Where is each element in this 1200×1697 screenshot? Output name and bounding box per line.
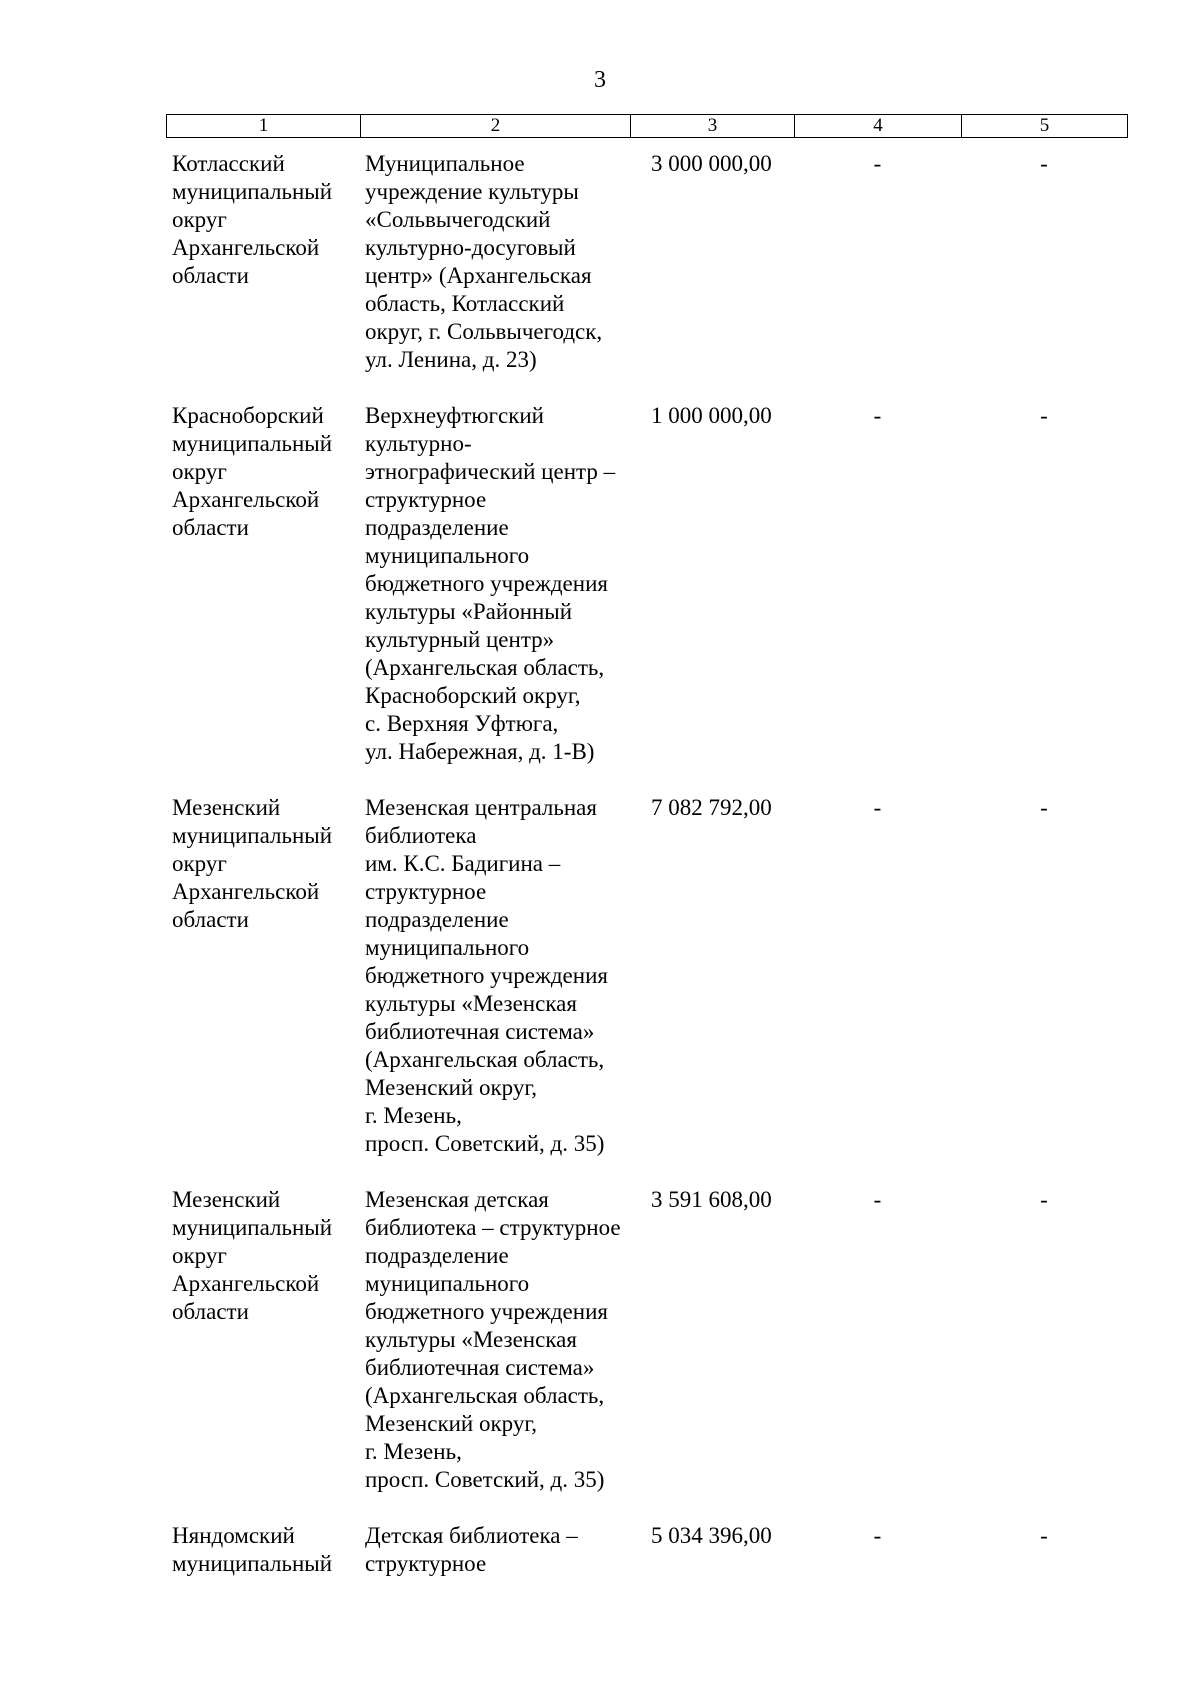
header-cell: 5 (962, 115, 1128, 138)
municipality-line: муниципальный (172, 179, 333, 204)
header-cell: 2 (361, 115, 631, 138)
column-5-cell: - (1040, 795, 1048, 820)
institution-cell (360, 1522, 630, 1578)
municipality-cell (166, 1186, 360, 1494)
municipality-line: области (172, 515, 249, 540)
amount-cell: 5 034 396,00 (651, 1523, 772, 1548)
amount-cell: 1 000 000,00 (651, 403, 772, 428)
institution-cell (360, 794, 630, 1158)
table-row (166, 1186, 1127, 1494)
municipality-line: Архангельской (172, 879, 320, 904)
institution-line: культуры «Мезенская (365, 991, 577, 1016)
municipality-line: области (172, 907, 249, 932)
municipality-line: области (172, 263, 249, 288)
institution-line: г. Мезень, (365, 1103, 462, 1128)
institution-line: подразделение (365, 907, 509, 932)
municipality-line: Красноборский (172, 403, 324, 428)
municipality-line: Няндомский (172, 1523, 295, 1548)
institution-line: область, Котласский (365, 291, 565, 316)
municipality-line: Котласский (172, 151, 285, 176)
header-cell: 3 (631, 115, 795, 138)
table-row (166, 794, 1127, 1158)
institution-line: бюджетного учреждения (365, 571, 608, 596)
institution-line: муниципального (365, 935, 530, 960)
institution-line: Мезенская центральная (365, 795, 597, 820)
institution-line: структурное (365, 1551, 487, 1576)
column-5-cell: - (1040, 1187, 1048, 1212)
institution-line: муниципального (365, 543, 530, 568)
institution-line: культуры «Районный (365, 599, 573, 624)
institution-line: культурный центр» (365, 627, 555, 652)
institution-cell (360, 1186, 630, 1494)
municipality-line: муниципальный (172, 823, 333, 848)
institution-line: просп. Советский, д. 35) (365, 1467, 605, 1492)
header-cell: 4 (795, 115, 962, 138)
column-4-cell: - (873, 795, 882, 820)
municipality-line: округ (172, 207, 227, 232)
institution-line: Мезенский округ, (365, 1411, 537, 1436)
institution-line: Мезенский округ, (365, 1075, 537, 1100)
institution-line: ул. Ленина, д. 23) (365, 347, 537, 372)
table-row (166, 402, 1127, 766)
column-5-cell: - (1040, 1523, 1048, 1548)
institution-line: округ, г. Сольвычегодск, (365, 319, 603, 344)
institution-line: Муниципальное (365, 151, 525, 176)
institution-line: г. Мезень, (365, 1439, 462, 1464)
institution-line: муниципального (365, 1271, 530, 1296)
municipality-line: Архангельской (172, 1271, 320, 1296)
institution-line: Мезенская детская (365, 1187, 549, 1212)
municipality-line: Мезенский (172, 795, 281, 820)
column-4-cell: - (873, 151, 882, 176)
column-number-header (166, 114, 1128, 138)
table-body (166, 150, 1127, 1606)
institution-line: Детская библиотека – (365, 1523, 578, 1548)
institution-line: подразделение (365, 1243, 509, 1268)
institution-line: культурно-досуговый (365, 235, 576, 260)
institution-line: центр» (Архангельская (365, 263, 592, 288)
institution-line: бюджетного учреждения (365, 1299, 608, 1324)
institution-line: бюджетного учреждения (365, 963, 608, 988)
amount-cell: 3 000 000,00 (651, 151, 772, 176)
institution-line: культуры «Мезенская (365, 1327, 577, 1352)
institution-line: этнографический центр – (365, 459, 616, 484)
institution-line: Верхнеуфтюгский (365, 403, 544, 428)
municipality-line: Архангельской (172, 235, 320, 260)
institution-line: (Архангельская область, (365, 1383, 605, 1408)
column-4-cell: - (873, 1523, 882, 1548)
institution-line: (Архангельская область, (365, 1047, 605, 1072)
column-4-cell: - (873, 1187, 882, 1212)
institution-line: ул. Набережная, д. 1-В) (365, 739, 595, 764)
municipality-line: муниципальный (172, 1215, 333, 1240)
table-row (166, 1522, 1127, 1578)
municipality-line: муниципальный (172, 431, 333, 456)
institution-line: библиотека (365, 823, 477, 848)
institution-line: Красноборский округ, (365, 683, 581, 708)
institution-line: подразделение (365, 515, 509, 540)
institution-line: просп. Советский, д. 35) (365, 1131, 605, 1156)
amount-cell: 3 591 608,00 (651, 1187, 772, 1212)
page-number: 3 (594, 67, 606, 93)
institution-line: библиотека – структурное (365, 1215, 621, 1240)
institution-line: библиотечная система» (365, 1019, 595, 1044)
municipality-line: округ (172, 459, 227, 484)
column-5-cell: - (1040, 151, 1048, 176)
column-4-cell: - (873, 403, 882, 428)
municipality-cell (166, 150, 360, 374)
header-cell: 1 (167, 115, 361, 138)
institution-line: учреждение культуры (365, 179, 579, 204)
amount-cell: 7 082 792,00 (651, 795, 772, 820)
table-row (166, 150, 1127, 374)
municipality-line: Мезенский (172, 1187, 281, 1212)
institution-line: библиотечная система» (365, 1355, 595, 1380)
municipality-line: области (172, 1299, 249, 1324)
institution-line: с. Верхняя Уфтюга, (365, 711, 559, 736)
municipality-cell (166, 1522, 360, 1578)
municipality-line: муниципальный (172, 1551, 333, 1576)
institution-line: (Архангельская область, (365, 655, 605, 680)
institution-line: «Сольвычегодский (365, 207, 551, 232)
institution-line: структурное (365, 879, 487, 904)
column-5-cell: - (1040, 403, 1048, 428)
institution-line: структурное (365, 487, 487, 512)
municipality-cell (166, 794, 360, 1158)
institution-line: им. К.С. Бадигина – (365, 851, 561, 876)
municipality-cell (166, 402, 360, 766)
header-row (167, 115, 1128, 138)
institution-cell (360, 150, 630, 374)
institution-line: культурно- (365, 431, 472, 456)
municipality-line: округ (172, 1243, 227, 1268)
institution-cell (360, 402, 630, 766)
municipality-line: округ (172, 851, 227, 876)
municipality-line: Архангельской (172, 487, 320, 512)
